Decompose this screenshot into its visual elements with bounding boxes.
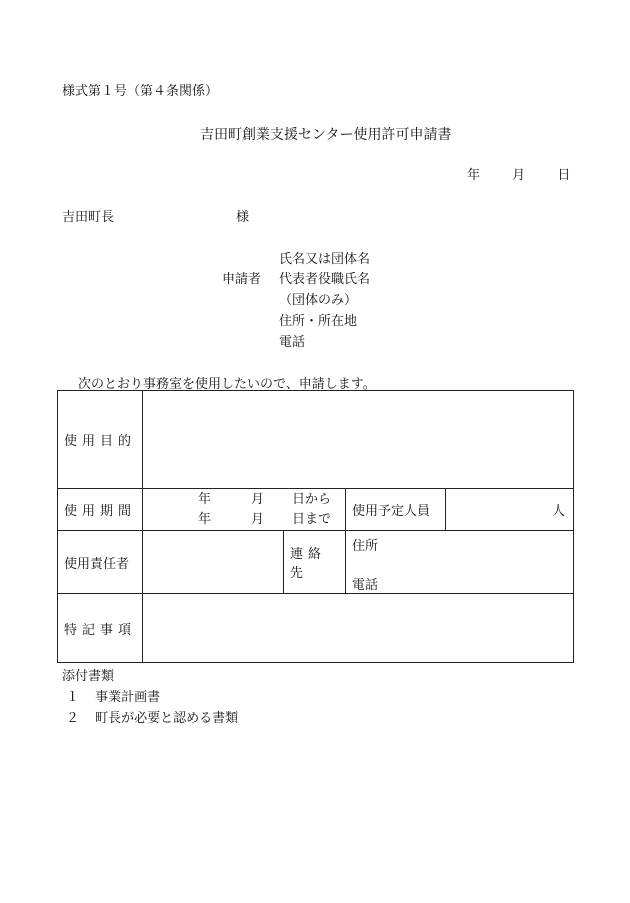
expected-people-label: 使用予定人員 (346, 489, 446, 531)
attachment-item (66, 707, 238, 726)
applicant-line: 住所・所在地 (279, 314, 358, 329)
contact-field[interactable] (346, 531, 574, 594)
period-from-year: 年 (197, 491, 211, 507)
notes-row (58, 594, 574, 663)
period-from-line (147, 490, 331, 510)
date-year-label: 年 (467, 168, 481, 183)
attachment-item (66, 686, 160, 705)
manager-field[interactable] (143, 531, 284, 594)
applicant-line: 氏名又は団体名 (279, 252, 371, 267)
purpose-row (58, 391, 574, 489)
contact-address-label: 住所 (352, 539, 379, 554)
date-line (467, 164, 570, 183)
notes-field[interactable] (143, 594, 574, 663)
people-unit: 人 (551, 504, 565, 519)
addressee-name: 吉田町長 (62, 210, 115, 225)
manager-label: 使用責任者 (58, 531, 143, 594)
contact-label: 連絡先 (284, 531, 346, 594)
period-label: 使用期間 (58, 489, 143, 531)
contact-phone-label: 電話 (352, 578, 379, 593)
intro-text: 次のとおり事務室を使用したいので、申請します。 (78, 377, 376, 392)
applicant-line: 代表者役職氏名 (279, 272, 371, 287)
manager-row (58, 531, 574, 594)
date-day-label: 日 (557, 168, 571, 183)
expected-people-field[interactable] (446, 489, 574, 531)
period-from-day: 日から (291, 491, 331, 507)
period-to-month: 月 (250, 511, 264, 527)
form-number: 様式第１号（第４条関係） (62, 84, 219, 99)
application-form-table (57, 390, 574, 663)
page-title: 吉田町創業支援センター使用許可申請書 (200, 127, 452, 143)
addressee-honorific: 様 (236, 210, 250, 225)
period-to-year: 年 (197, 511, 211, 527)
period-field[interactable] (143, 489, 346, 531)
purpose-field[interactable] (143, 391, 574, 489)
period-from-month: 月 (250, 491, 264, 507)
attachment-text: 事業計画書 (95, 690, 161, 705)
period-to-day: 日まで (291, 511, 331, 527)
applicant-line: （団体のみ） (279, 293, 358, 308)
date-month-label: 月 (512, 168, 526, 183)
period-to-line (147, 510, 331, 530)
attachments-heading: 添付書類 (62, 669, 115, 684)
attachment-text: 町長が必要と認める書類 (95, 711, 239, 726)
purpose-label: 使用目的 (58, 391, 143, 489)
attachment-number: ２ (66, 711, 80, 726)
notes-label: 特記事項 (58, 594, 143, 663)
applicant-label: 申請者 (222, 272, 262, 287)
period-row (58, 489, 574, 531)
applicant-line: 電話 (279, 335, 306, 350)
attachment-number: １ (66, 690, 80, 705)
